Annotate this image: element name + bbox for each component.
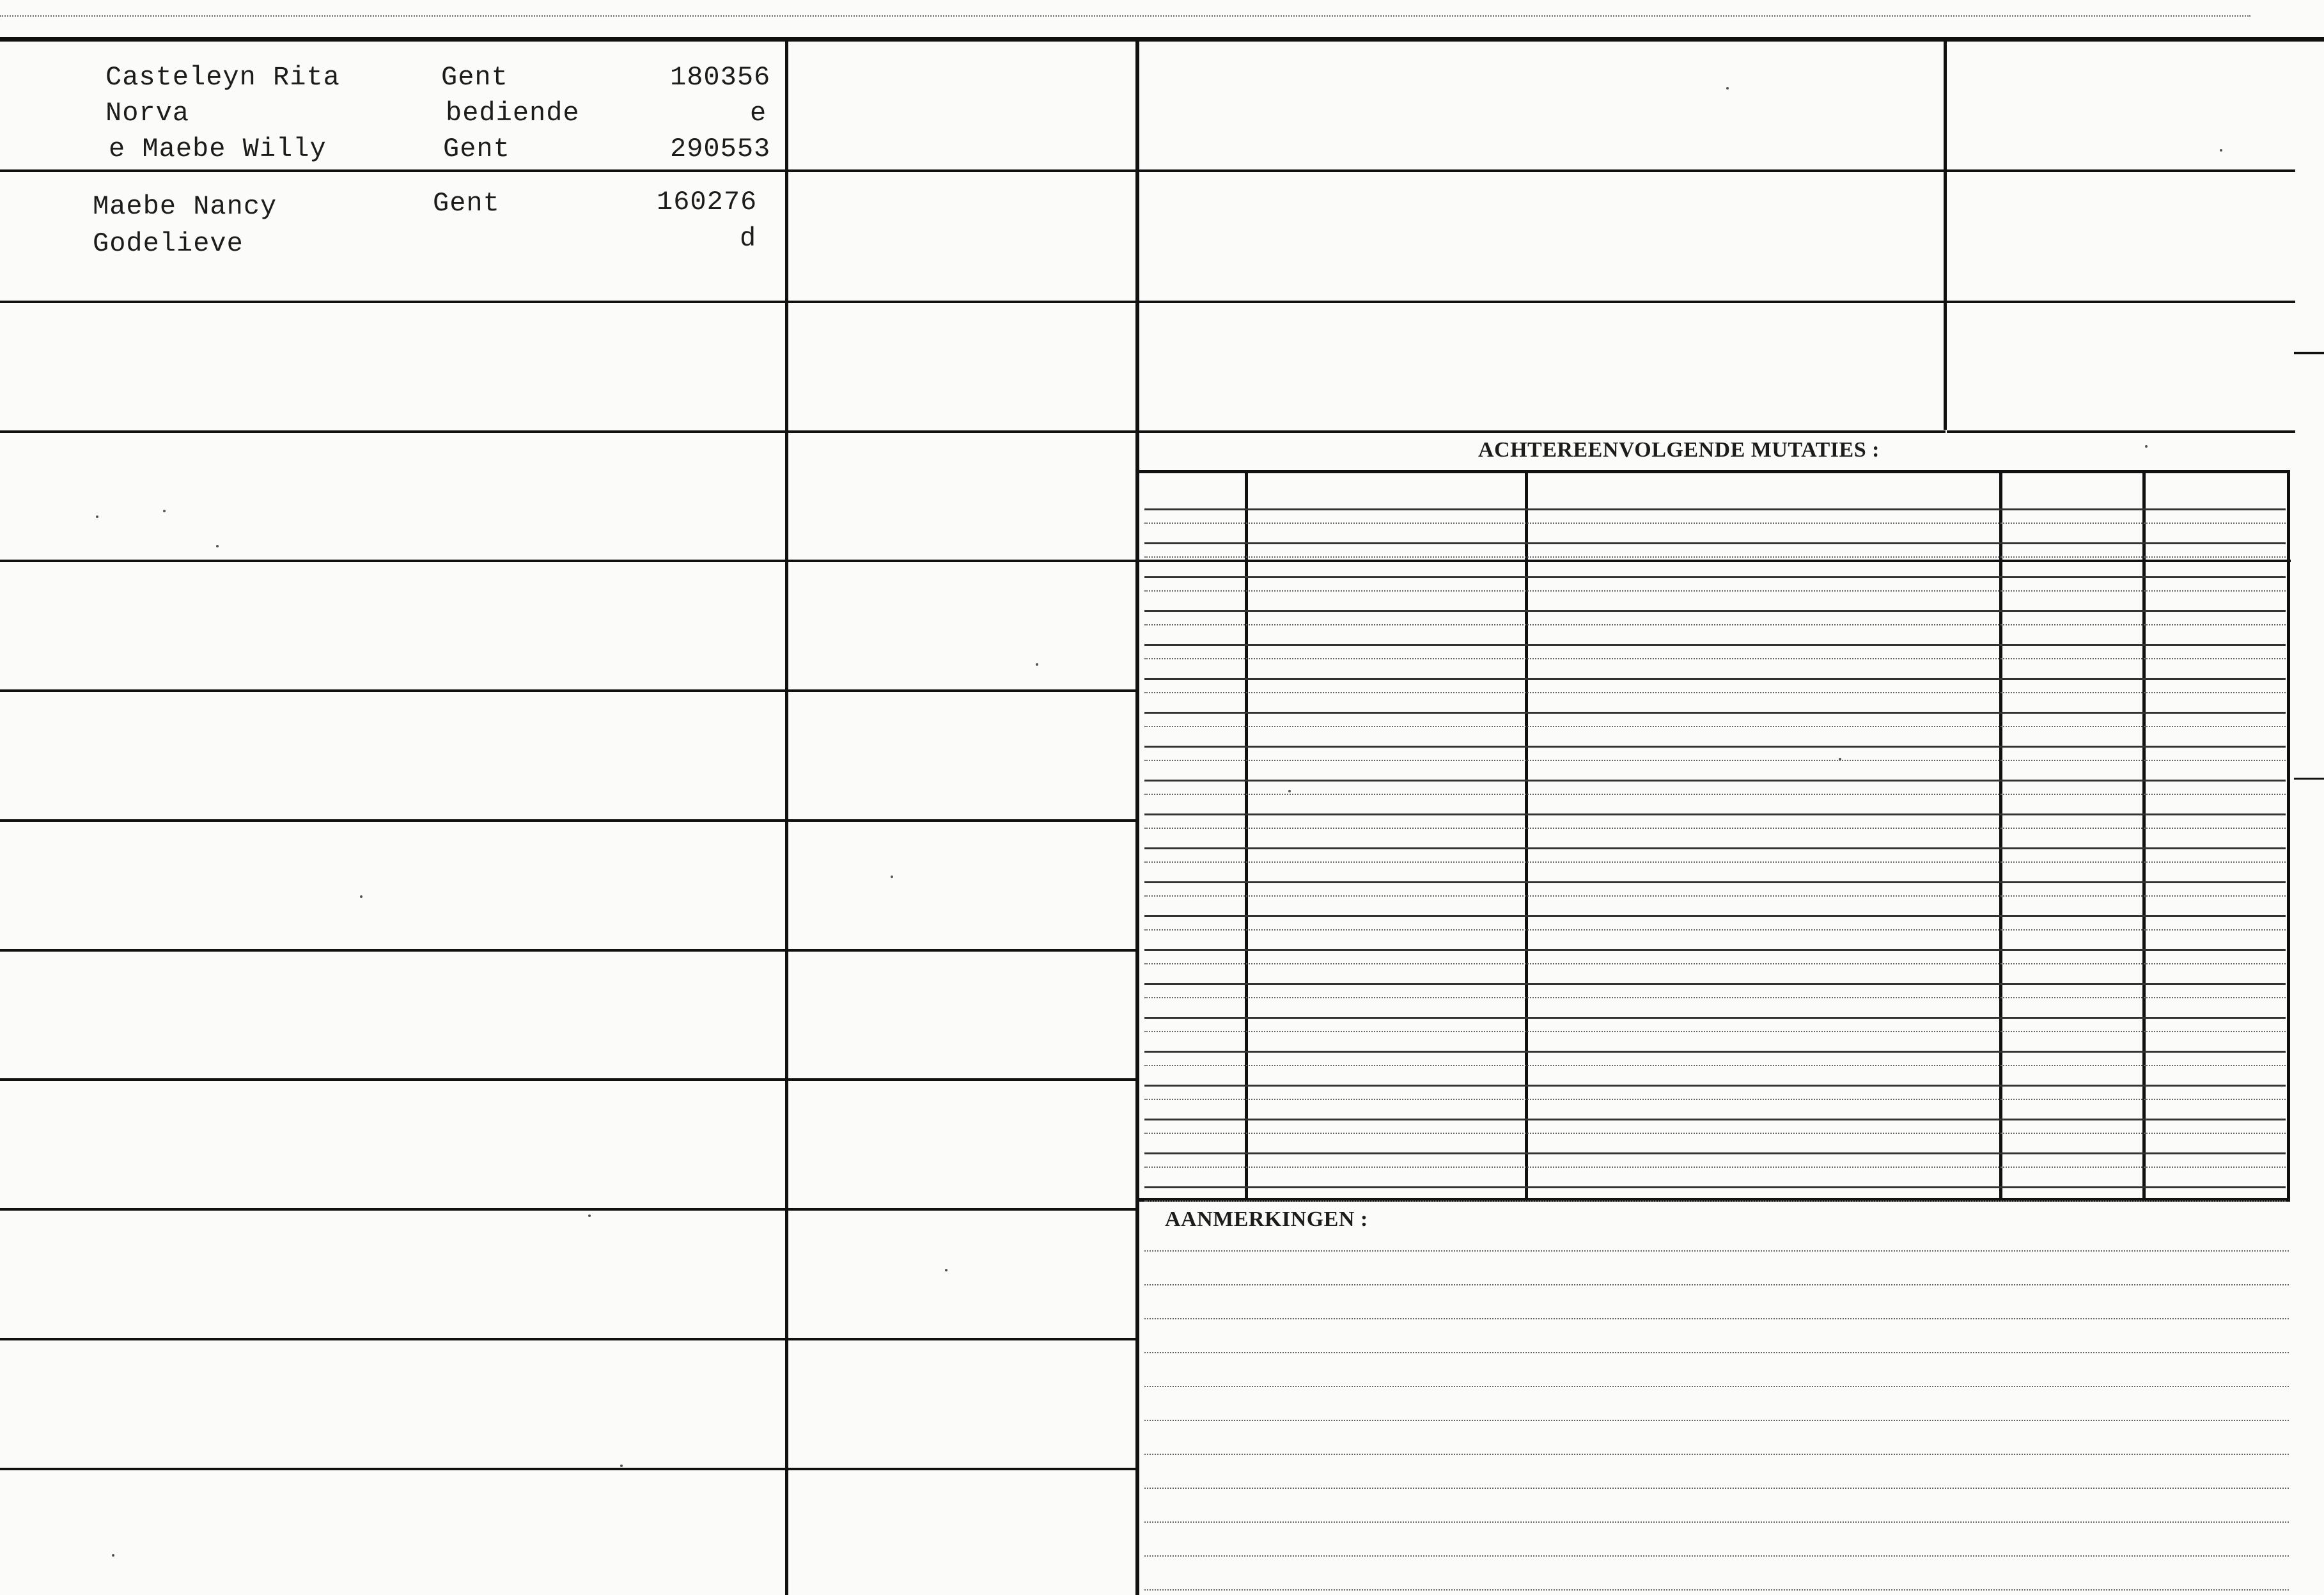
mutations-row-dotted-line	[1144, 658, 2286, 659]
mutations-row-dotted-line	[1144, 726, 2286, 727]
mutations-row-line	[1144, 712, 2286, 714]
remarks-dotted-line	[1144, 1488, 2289, 1489]
register-row-line	[0, 949, 786, 952]
mutations-row-dotted-line	[1144, 1200, 2286, 1202]
entry-1-code-1: 180356	[670, 62, 771, 93]
top-border	[0, 37, 2324, 42]
mutations-column-line	[2142, 471, 2146, 1200]
mutations-row-dotted-line	[1144, 1133, 2286, 1134]
register-row-line	[0, 560, 786, 562]
register-row-line	[0, 1208, 786, 1211]
register-row-line	[0, 430, 786, 433]
mutations-row-line	[1144, 1017, 2286, 1019]
entry-2-name-1: Maebe Nancy	[93, 191, 277, 222]
remarks-dotted-line	[1144, 1318, 2289, 1319]
entry-1-place-1: Gent	[441, 62, 508, 93]
register-row-line	[0, 689, 786, 692]
remarks-dotted-line	[1144, 1521, 2289, 1523]
mutations-box-right	[2287, 470, 2290, 1201]
mutations-row-dotted-line	[1144, 794, 2286, 795]
mutations-row-dotted-line	[1144, 692, 2286, 693]
entry-2-code-1: 160276	[657, 187, 758, 217]
mutations-row-line	[1144, 881, 2286, 883]
margin-tick-1	[2294, 352, 2324, 354]
remarks-dotted-line	[1144, 1250, 2289, 1252]
remarks-dotted-line	[1144, 1420, 2289, 1421]
remarks-dotted-line	[1144, 1589, 2289, 1591]
register-row-line	[788, 169, 1946, 172]
register-row-line	[788, 1078, 1137, 1081]
mutations-row-line	[1144, 813, 2286, 815]
register-row-line	[0, 301, 786, 303]
mutations-column-line	[1525, 471, 1528, 1200]
mutations-row-dotted-line	[1144, 1031, 2286, 1032]
register-row-line	[788, 949, 1137, 952]
register-row-line	[1947, 169, 2295, 172]
mutations-row-dotted-line	[1144, 590, 2286, 592]
register-row-line	[0, 169, 786, 172]
mutations-row-dotted-line	[1144, 522, 2286, 524]
mutations-row-line	[1144, 915, 2286, 917]
mutations-row-dotted-line	[1144, 624, 2286, 625]
mutations-row-dotted-line	[1144, 828, 2286, 829]
mutations-row-line	[1144, 508, 2286, 510]
register-row-line	[788, 1468, 1137, 1470]
mutations-row-dotted-line	[1144, 1065, 2286, 1066]
entry-1-place-2: bediende	[446, 98, 580, 129]
remarks-dotted-line	[1144, 1454, 2289, 1455]
mutations-row-dotted-line	[1144, 1099, 2286, 1100]
entry-1-name-2: Norva	[105, 98, 190, 129]
mutations-box-top	[1139, 470, 2290, 473]
mutations-row-dotted-line	[1144, 929, 2286, 931]
mutations-row-line	[1144, 983, 2286, 985]
mutations-row-line	[1144, 542, 2286, 544]
remarks-dotted-line	[1144, 1284, 2289, 1285]
mutations-row-dotted-line	[1144, 760, 2286, 761]
remarks-dotted-line	[1144, 1352, 2289, 1353]
register-row-line	[788, 689, 1137, 692]
register-row-line	[0, 1468, 786, 1470]
entry-1-place-3: Gent	[443, 134, 510, 164]
mutations-row-line	[1144, 644, 2286, 646]
entry-2-place-1: Gent	[433, 188, 500, 219]
remarks-title: AANMERKINGEN :	[1165, 1207, 1368, 1231]
register-row-line	[788, 1338, 1137, 1340]
register-row-line	[0, 819, 786, 822]
mutations-row-line	[1144, 1051, 2286, 1053]
entry-2-code-2: d	[740, 223, 757, 254]
margin-tick-2	[2294, 778, 2324, 780]
mutations-row-line	[1144, 949, 2286, 951]
register-row-line	[1947, 301, 2295, 303]
mutations-row-dotted-line	[1144, 556, 2286, 558]
register-row-line	[788, 560, 2291, 562]
register-row-line	[788, 301, 1946, 303]
entry-1-code-3: 290553	[670, 134, 771, 164]
mutations-row-line	[1144, 746, 2286, 748]
entry-2-name-2: Godelieve	[93, 228, 244, 259]
mutations-row-dotted-line	[1144, 963, 2286, 964]
remarks-dotted-line	[1144, 1386, 2289, 1387]
entry-1-name-3: e Maebe Willy	[109, 134, 327, 164]
mutations-row-line	[1144, 847, 2286, 849]
mutations-column-line	[1999, 471, 2002, 1200]
mutations-row-line	[1144, 1152, 2286, 1154]
register-row-line	[0, 1338, 786, 1340]
mutations-row-dotted-line	[1144, 895, 2286, 897]
mutations-column-line	[1245, 471, 1248, 1200]
mutations-row-line	[1144, 1119, 2286, 1120]
mutations-row-line	[1144, 576, 2286, 578]
mutations-row-line	[1144, 780, 2286, 782]
register-row-line	[788, 819, 1137, 822]
register-row-line	[1947, 430, 2295, 433]
col-divider-2	[1135, 42, 1139, 1595]
entry-1-code-2: e	[750, 98, 767, 129]
register-row-line	[0, 1078, 786, 1081]
mutations-row-line	[1144, 678, 2286, 680]
col-divider-1	[785, 42, 788, 1595]
remarks-dotted-line	[1144, 1555, 2289, 1557]
right-panel-divider	[1944, 42, 1947, 430]
entry-1-name-1: Casteleyn Rita	[105, 62, 340, 93]
mutations-row-line	[1144, 1186, 2286, 1188]
mutations-row-line	[1144, 1085, 2286, 1087]
mutations-row-dotted-line	[1144, 861, 2286, 863]
register-row-line	[788, 430, 1946, 433]
mutations-title: ACHTEREENVOLGENDE MUTATIES :	[1478, 438, 1880, 462]
mutations-row-dotted-line	[1144, 997, 2286, 998]
top-scan-edge	[0, 15, 2250, 17]
mutations-row-dotted-line	[1144, 1167, 2286, 1168]
mutations-row-line	[1144, 610, 2286, 612]
register-row-line	[788, 1208, 1137, 1211]
